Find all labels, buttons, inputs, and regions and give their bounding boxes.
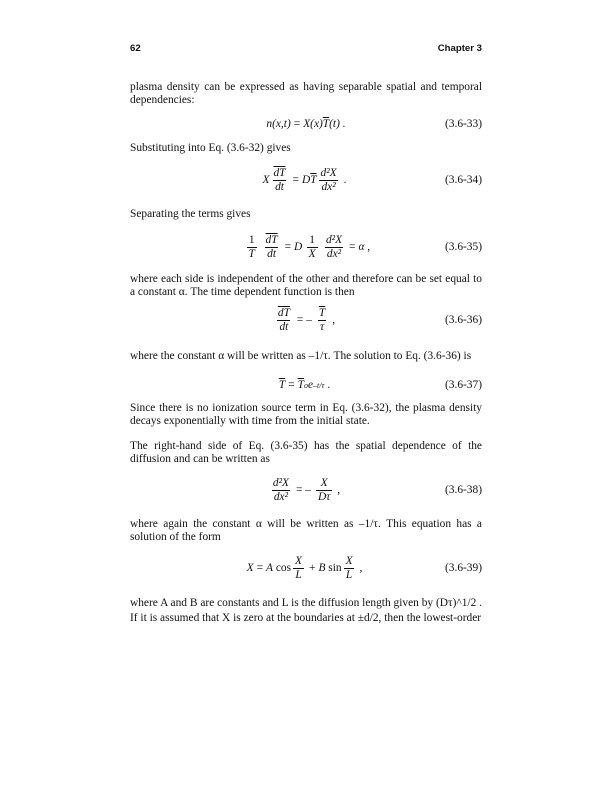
eq-term: $\overline{T}$	[322, 118, 330, 130]
paragraph: Substituting into Eq. (3.6-32) gives	[130, 142, 291, 154]
equation-number: (3.6-33)	[444, 118, 482, 130]
numerator: d²X	[320, 166, 337, 179]
paragraph: The right-hand side of Eq. (3.6-35) has the spatial dependence of the diffusion and can be written as	[130, 440, 482, 466]
chapter-title: Chapter 3	[437, 43, 482, 54]
fraction	[316, 477, 332, 504]
denominator: dt	[267, 247, 276, 260]
equation-3-6-36	[130, 300, 482, 340]
eq-term: X	[262, 174, 270, 186]
paragraph: Separating the terms gives	[130, 208, 251, 220]
numerator: X	[320, 476, 328, 489]
eq-term: X(x)	[303, 118, 323, 130]
numerator: X	[345, 554, 353, 567]
numerator: d²X	[325, 233, 343, 246]
eq-operator: =	[288, 379, 295, 391]
equation-3-6-35	[130, 227, 482, 267]
eq-punct: ,	[337, 484, 341, 496]
eq-operator: = –	[295, 484, 311, 496]
paragraph: where again the constant α will be written as –1/τ. This equation has a solution of the form	[130, 518, 482, 544]
fraction	[304, 234, 320, 261]
equation-3-6-33	[130, 104, 482, 144]
fraction	[319, 167, 339, 194]
denominator: dx²	[273, 490, 289, 503]
eq-operator: =	[349, 241, 356, 253]
equation-number: (3.6-36)	[444, 314, 482, 326]
paragraph: Since there is no ionization source term in Eq. (3.6-32), the plasma density decays exponentially with time from the initial state.	[130, 402, 482, 428]
eq-function: sin	[328, 562, 342, 574]
equation-3-6-38	[130, 470, 482, 510]
paragraph: where A and B are constants and L is the diffusion length given by (Dτ)^1/2 . If it is assumed that X is zero at the boundaries at ±d/2, then the lowest-order	[130, 597, 482, 624]
fraction	[324, 234, 344, 261]
denominator: T	[248, 247, 255, 260]
denominator: L	[295, 568, 302, 581]
equation-3-6-39	[130, 548, 482, 588]
numerator: d²X	[272, 476, 289, 489]
numerator: 1	[248, 233, 255, 246]
eq-punct: .	[343, 174, 347, 186]
denominator: dt	[279, 320, 289, 333]
eq-term: α ,	[358, 241, 371, 253]
eq-term: $\overline{T}$	[310, 174, 317, 186]
eq-operator: = –	[296, 314, 312, 326]
equation-number: (3.6-34)	[444, 174, 482, 186]
fraction	[317, 307, 327, 334]
numerator: $\overline{dT}$	[277, 306, 290, 319]
eq-operator: =	[293, 118, 301, 130]
fraction	[264, 234, 280, 261]
eq-term: D	[301, 174, 311, 186]
eq-term: (t) .	[329, 118, 346, 130]
eq-term: $\overline{T}$	[278, 379, 286, 391]
fraction	[244, 234, 260, 261]
eq-operator: +	[309, 562, 316, 574]
equation-3-6-37	[130, 365, 482, 405]
equation-3-6-34	[130, 160, 482, 200]
eq-term: n(x,t)	[266, 118, 291, 130]
eq-term: A	[266, 562, 273, 574]
paragraph: where each side is independent of the other and therefore can be set equal to a constant α. The time dependent function is then	[130, 273, 482, 299]
eq-term: $\overline{T}$	[297, 379, 304, 391]
denominator: Dτ	[317, 490, 331, 503]
eq-function: cos	[275, 562, 292, 574]
eq-operator: =	[292, 174, 299, 186]
subscript: o	[303, 380, 308, 390]
equation-number: (3.6-38)	[444, 484, 482, 496]
fraction	[293, 555, 304, 582]
denominator: dx²	[321, 180, 336, 193]
exponent: –t/τ	[313, 380, 325, 390]
eq-term: D	[294, 241, 303, 253]
eq-operator: =	[284, 241, 292, 253]
fraction	[271, 167, 287, 194]
page-number: 62	[130, 43, 141, 54]
fraction	[344, 555, 355, 582]
denominator: dt	[275, 180, 284, 193]
equation-number: (3.6-39)	[444, 562, 482, 574]
paragraph: where the constant α will be written as –1/τ. The solution to Eq. (3.6-36) is	[130, 350, 472, 362]
numerator: $\overline{dT}$	[265, 233, 278, 246]
eq-operator: =	[256, 562, 264, 574]
numerator: 1	[309, 233, 315, 246]
paragraph: plasma density can be expressed as having separable spatial and temporal dependencies:	[130, 81, 482, 107]
eq-term: e	[307, 379, 313, 391]
eq-term: X	[246, 562, 254, 574]
eq-punct: .	[327, 379, 331, 391]
fraction	[271, 477, 291, 504]
numerator: $\overline{T}$	[318, 306, 326, 319]
equation-number: (3.6-35)	[444, 241, 482, 253]
denominator: L	[345, 568, 353, 581]
numerator: $\overline{dT}$	[273, 166, 286, 179]
numerator: X	[295, 554, 302, 567]
eq-punct: ,	[332, 314, 336, 326]
eq-term: B	[318, 562, 326, 574]
denominator: dx²	[326, 247, 342, 260]
equation-number: (3.6-37)	[444, 379, 482, 391]
eq-punct: ,	[359, 562, 363, 574]
fraction	[276, 307, 292, 334]
denominator: τ	[320, 320, 325, 333]
denominator: X	[308, 247, 316, 260]
